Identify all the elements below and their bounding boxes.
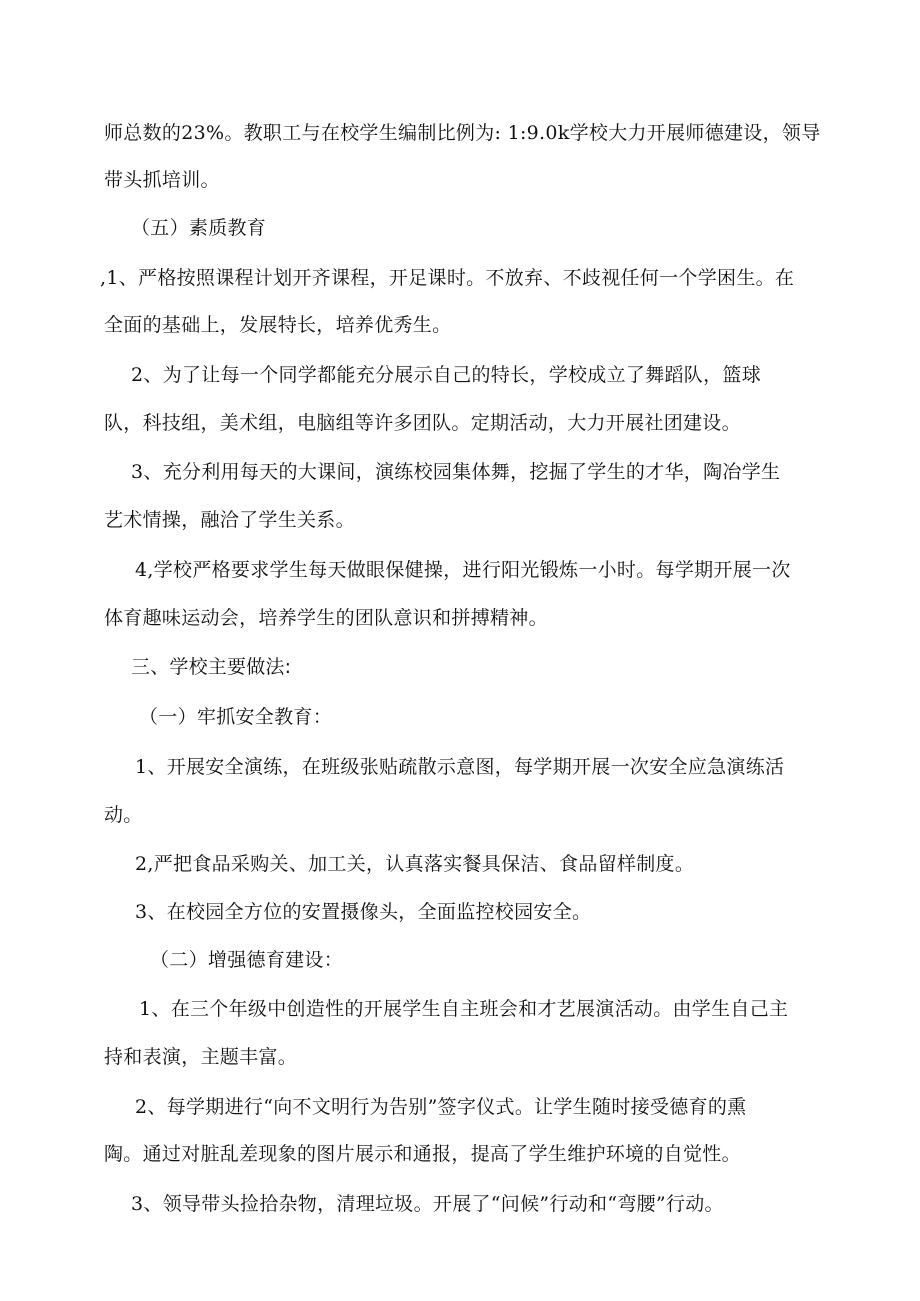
intro-line-2: 带头抓培训。 <box>104 169 220 191</box>
moral-item-2-line-2: 陶。通过对脏乱差现象的图片展示和通报，提高了学生维护环境的自觉性。 <box>104 1143 741 1165</box>
safety-item-2: 2,严把食品采购关、加工关，认真落实餐具保洁、食品留样制度。 <box>135 853 695 875</box>
safety-item-1-line-1: 1、开展安全演练，在班级张贴疏散示意图，每学期开展一次安全应急演练活 <box>135 756 785 778</box>
moral-item-2-line-1: 2、每学期进行“向不文明行为告别”签字仪式。让学生随时接受德育的熏 <box>135 1096 747 1118</box>
quality-item-1-line-1: ,1、严格按照课程计划开齐课程，开足课时。不放弃、不歧视任何一个学困生。在 <box>100 267 795 289</box>
safety-item-3: 3、在校园全方位的安置摄像头，全面监控校园安全。 <box>135 901 592 923</box>
quality-item-3-line-1: 3、充分利用每天的大课间，演练校园集体舞，挖掘了学生的才华，陶冶学生 <box>131 461 781 483</box>
quality-item-3-line-2: 艺术情操，融洽了学生关系。 <box>104 509 355 531</box>
quality-item-2-line-2: 队，科技组，美术组，电脑组等许多团队。定期活动，大力开展社团建设。 <box>104 412 741 434</box>
intro-line-1: 师总数的23%。教职工与在校学生编制比例为: 1:9.0k学校大力开展师德建设，领导 <box>104 122 821 144</box>
quality-item-1-line-2: 全面的基础上，发展特长，培养优秀生。 <box>104 314 452 336</box>
quality-item-2-line-1: 2、为了让每一个同学都能充分展示自己的特长，学校成立了舞蹈队，篮球 <box>131 364 761 386</box>
quality-item-4-line-2: 体育趣味运动会，培养学生的团队意识和拼搏精神。 <box>104 607 548 629</box>
quality-item-4-line-1: 4,学校严格要求学生每天做眼保健操，进行阳光锻炼一小时。每学期开展一次 <box>135 559 791 581</box>
section-heading-quality-education: （五）素质教育 <box>131 217 267 239</box>
moral-item-1-line-2: 持和表演，主题丰富。 <box>104 1046 298 1068</box>
safety-item-1-line-2: 动。 <box>104 804 143 826</box>
moral-item-1-line-1: 1、在三个年级中创造性的开展学生自主班会和才艺展演活动。由学生自己主 <box>139 998 789 1020</box>
section-heading-main-practices: 三、学校主要做法: <box>131 656 292 678</box>
moral-item-3: 3、领导带头捡拾杂物，清理垃圾。开展了“问候”行动和“弯腰”行动。 <box>131 1193 724 1215</box>
subsection-heading-moral: （二）增强德育建设： <box>150 949 344 971</box>
subsection-heading-safety: （一）牢抓安全教育： <box>139 706 333 728</box>
